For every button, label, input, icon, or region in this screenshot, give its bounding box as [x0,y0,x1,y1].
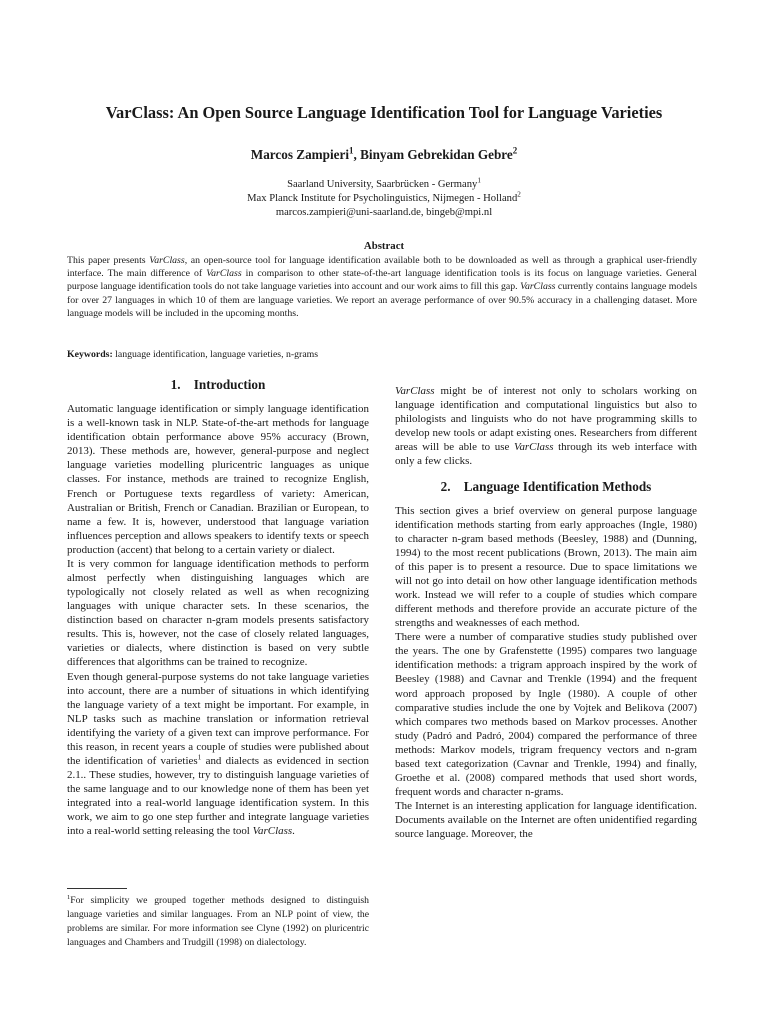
author-list [0,147,768,163]
affiliation-mark: 2 [512,145,518,156]
footnote-mark: 1 [67,893,71,901]
footnote-text: For simplicity we grouped together methods designed to distinguish language varieties and similar languages. From an NLP point of view, the problems are similar. For more information see Clyne (1992) on pluricentric languages and Chambers and Trudgill (1998) on dialectology. [67,895,369,948]
author-separator: , [353,147,361,162]
right-column [395,384,697,841]
keywords-text: language identification, language varieties, n-grams [112,349,319,360]
author-name: Marcos Zampieri [250,147,350,162]
paragraph: There were a number of comparative studies study published over the years. The one by Grafenstette (1995) compares two language identification methods: a trigram approach inspired by the work of Beesley (1988) and Cavnar and Trenkle (1994) and the frequent word approach proposed by Ingle (1980). A couple of other comparative studies include the one by Vojtek and Belikova (2007) which compares two methods based on Markov processes. Another study (Padró and Padró, 2004) compared the performance of three methods: Markov models, trigram frequency vectors and n-gram based text categorization (Cavnar and Trenkle, 1994) and finally, Groethe et al. (2008) compared methods that used short words, frequent words and character n-grams. [395,631,697,799]
left-column [67,378,369,839]
affiliation-mark: 1 [349,145,354,156]
affiliation-line [0,178,768,192]
section-heading-methods: 2. Language Identification Methods [440,479,652,495]
abstract-body: This paper presents VarClass, an open-source tool for language identification available both to be downloaded as well as through a graphical user-friendly interface. The main difference of VarClass in comparison to other state-of-the-art language identification tools is its focus on language varieties. General purpose language identification tools do not take language varieties into account and our work aims to fill this gap. VarClass currently contains language models for over 27 languages in which 10 of them are language varieties. We report an average performance of over 90.5% accuracy in a challenging dataset. More language models will be included in the upcoming months. [67,255,698,319]
paragraph: This section gives a brief overview on general purpose language identification methods starting from early approaches (Ingle, 1980) to character n-gram based methods (Beesley, 1988) and (Dunning, 1994) to the most recent publications (Brown, 2013). The main aim of this paper is to present a resource. Due to space limitations we will not go into detail on how other language identification methods work. Instead we will refer to a couple of studies which compare different methods and therefore provide an accurate picture of the strengths and weaknesses of each method. [395,504,697,630]
author-name: Binyam Gebrekidan Gebre [360,147,513,162]
paragraph: Even though general-purpose systems do not take language varieties into account, there are a number of situations in which identifying the language variety of a text might be important. For example, in NLP tasks such as machine translation or information retrieval identifying the variety of a given text can improve performance. For this reason, in recent years a couple of studies were published about the identification of varieties$^1$ and dialects as evidenced in section 2.1.. These studies, however, try to distinguish language varieties of the same language and to our knowledge none of them has been yet integrated into a real-world language identification system. In this work, we aim to go one step further and integrate language varieties into a real-world setting releasing the tool VarClass. [67,670,369,838]
keywords [67,349,697,360]
section-heading-introduction: 1. Introduction [170,377,266,392]
footnote-mark: 1 [197,752,202,762]
author-emails: marcos.zampieri@uni-saarland.de, bingeb@mpi.nl [275,207,493,218]
keywords-label: Keywords: [67,349,113,360]
paragraph: Automatic language identification or simply language identification is a well-known task in NLP. State-of-the-art methods for language identification obtain performance above 95% accuracy (Brown, 2013). These methods are, however, general-purpose and neglect language varieties modelling pluricentric languages as unique classes. For instance, methods are trained to recognize English, French or Portuguese texts regardless of variety: American, Australian or British, French or Canadian. Brazilian or European, to name a few. It is, however, understood that language variation influences perception and allows speakers to identify texts or speech production (accent) that belong to a certain variety or dialect. [67,403,369,556]
abstract-heading: Abstract [363,240,405,252]
affiliation-line [0,192,768,206]
affiliation-mark: 1 [477,176,481,185]
paragraph: It is very common for language identification methods to perform almost perfectly when distinguishing languages which are typologically not closely related as well as when recognizing languages with unique character sets. In these scenarios, the distinction based on character n-gram models presents satisfactory results. This is, however, not the case of closely related languages, varieties or dialects, where distinction is based on very subtle differences that algorithms can be trained to recognize. [67,557,369,669]
affiliations [0,178,768,220]
paragraph: VarClass might be of interest not only to scholars working on language identification and computational linguistics but also to philologists and linguists who do not have programming skills to develop new tools or adapt existing ones. Researchers from different areas will be able to use VarClass through its web interface with only a few clicks. [395,385,697,468]
footnote [67,894,369,950]
paragraph: The Internet is an interesting application for language identification. Documents available on the Internet are often unidentified regarding source language. Moreover, the [395,800,697,841]
paper-title: VarClass: An Open Source Language Identification Tool for Language Varieties [105,103,663,122]
footnote-divider [67,888,127,889]
affiliation-text: Max Planck Institute for Psycholinguistics, Nijmegen - Holland [247,193,518,204]
affiliation-text: Saarland University, Saarbrücken - Germany [287,179,478,190]
affiliation-mark: 2 [517,190,521,199]
